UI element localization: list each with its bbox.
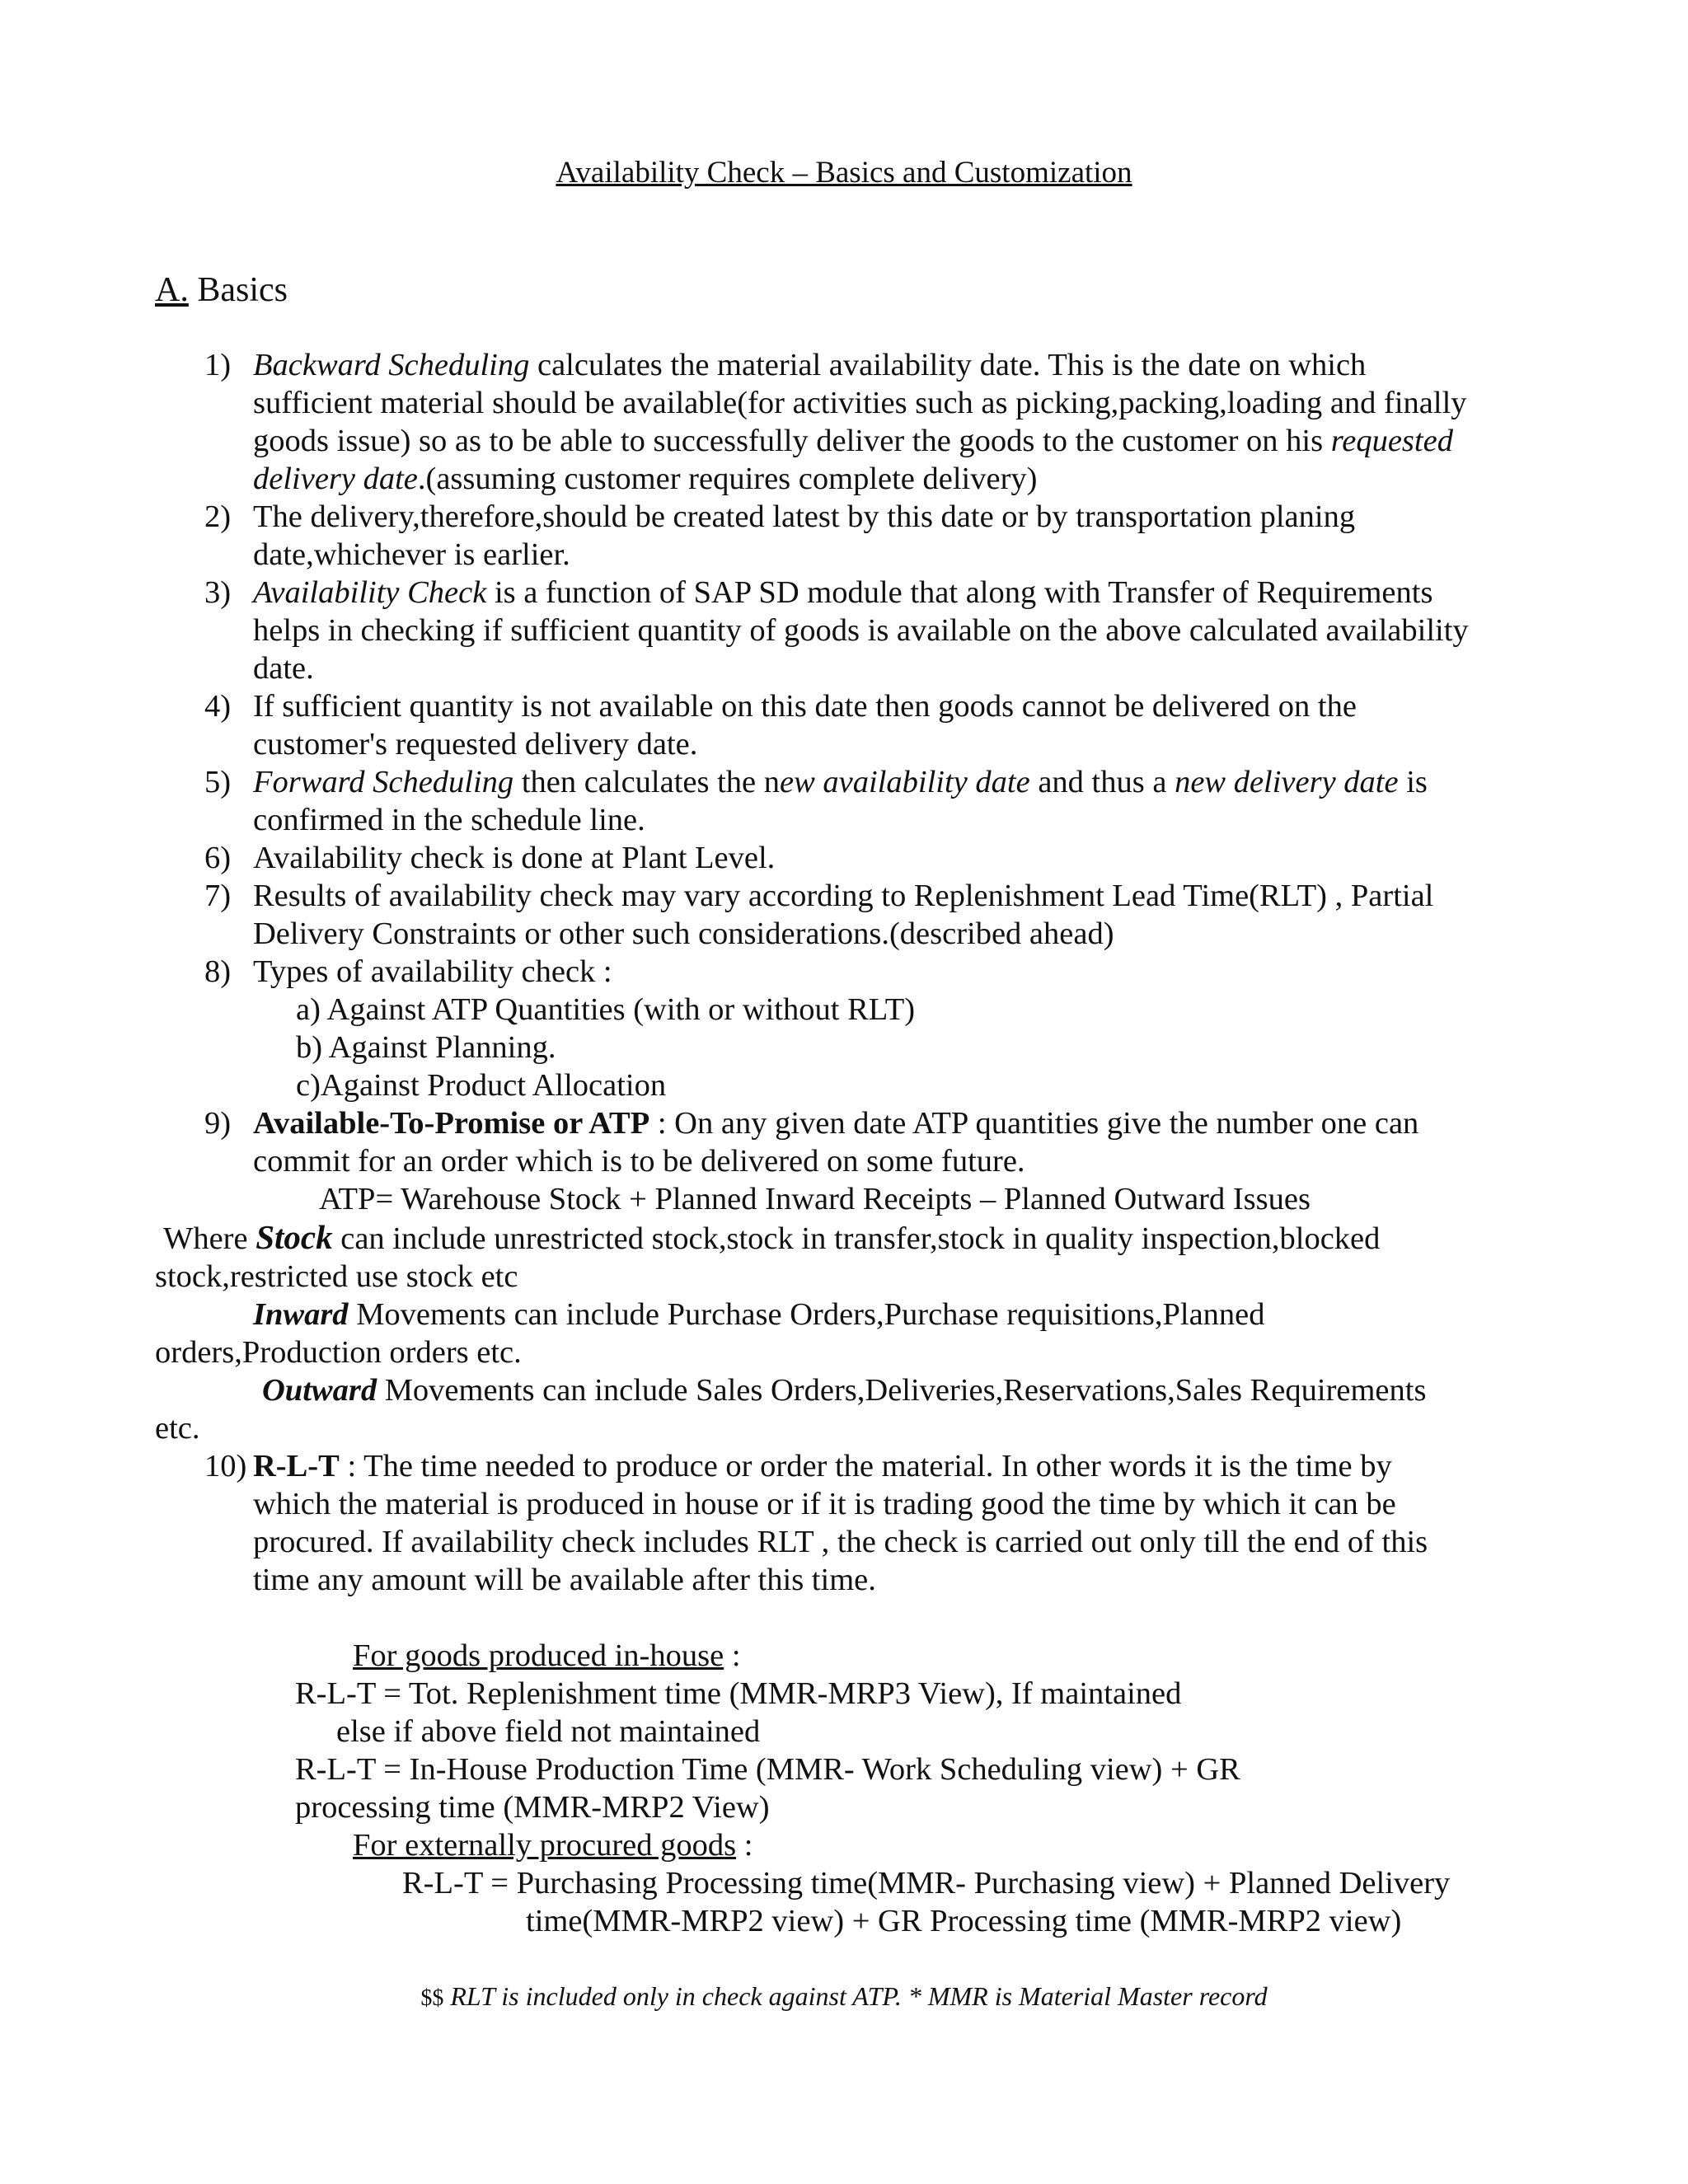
text: is a function of SAP SD module that along with Transfer of Requirements (486, 575, 1433, 610)
text-line: etc. (155, 1411, 200, 1446)
item-number: 2) (204, 499, 232, 534)
text-line: Types of availability check : (253, 954, 612, 989)
item-number: 7) (204, 879, 232, 913)
text: Movements can include Purchase Orders,Purchase requisitions,Planned (348, 1297, 1265, 1332)
atp-formula: ATP= Warehouse Stock + Planned Inward Receipts – Planned Outward Issues (319, 1182, 1311, 1216)
formula-line: R-L-T = Purchasing Processing time(MMR- Purchasing view) + Planned Delivery (402, 1866, 1451, 1900)
emphasis: ew availability date (780, 765, 1030, 799)
section-label: Basics (197, 271, 288, 309)
term-rlt: R-L-T (253, 1449, 340, 1483)
sub-item-c: c)Against Product Allocation (296, 1068, 667, 1103)
sub-item-b: b) Against Planning. (296, 1030, 556, 1065)
footer-text: RLT is included only in check against ATP. * MMR is Material Master record (443, 1981, 1268, 2011)
external-block (0, 1826, 1688, 1940)
list-item-4 (0, 687, 1688, 763)
inhouse-block (0, 1637, 1688, 1826)
text: is (1398, 765, 1428, 799)
text-line: which the material is produced in house or if it is trading good the time by which it can be (253, 1487, 1396, 1521)
item-number: 3) (204, 575, 232, 610)
text-line: If sufficient quantity is not available on this date then goods cannot be delivered on the (253, 689, 1357, 724)
document-title: Availability Check – Basics and Customization (556, 156, 1132, 190)
list-item-8 (0, 953, 1688, 1104)
text: : On any given date ATP quantities give the number one can (649, 1106, 1419, 1141)
text-line: date. (253, 651, 314, 686)
list-item-1 (0, 346, 1688, 498)
text: Where (163, 1221, 256, 1256)
section-heading (155, 270, 288, 310)
list-item-2 (0, 498, 1688, 574)
emphasis: requested (1330, 424, 1453, 458)
text: calculates the material availability date. This is the date on which (529, 348, 1367, 382)
term-forward-scheduling: Forward Scheduling (253, 765, 514, 799)
item-number: 10) (204, 1449, 247, 1483)
text: goods issue) so as to be able to successfully deliver the goods to the customer on his (253, 424, 1331, 458)
text-line: date,whichever is earlier. (253, 537, 570, 572)
formula-line: R-L-T = In-House Production Time (MMR- Work Scheduling view) + GR (295, 1752, 1240, 1787)
text: .(assuming customer requires complete delivery) (417, 462, 1038, 496)
text-line: The delivery,therefore,should be created latest by this date or by transportation planing (253, 499, 1356, 534)
text-line: Availability check is done at Plant Level. (253, 841, 776, 875)
formula-line: processing time (MMR-MRP2 View) (295, 1790, 770, 1825)
text-line: Results of availability check may vary according to Replenishment Lead Time(RLT) , Partial (253, 879, 1434, 913)
text-line: sufficient material should be available(for activities such as picking,packing,loading and finally (253, 386, 1467, 420)
list-item-3 (0, 574, 1688, 687)
text: : (736, 1828, 753, 1863)
term-availability-check: Availability Check (253, 575, 487, 610)
footer-note (0, 1981, 1688, 2012)
text: and thus a (1029, 765, 1175, 799)
term-stock: Stock (256, 1218, 333, 1256)
formula-line: time(MMR-MRP2 view) + GR Processing time (MMR-MRP2 view) (526, 1904, 1402, 1938)
text: : (724, 1638, 741, 1673)
text-line: time any amount will be available after this time. (253, 1563, 876, 1597)
list-item-7 (0, 877, 1688, 953)
text-line: orders,Production orders etc. (155, 1335, 522, 1370)
text-line: customer's requested delivery date. (253, 727, 698, 762)
text: can include unrestricted stock,stock in transfer,stock in quality inspection,blocked (332, 1221, 1381, 1256)
item-number: 6) (204, 841, 232, 875)
text-line: procured. If availability check includes RLT , the check is carried out only till the end of this (253, 1525, 1428, 1559)
external-heading: For externally procured goods (353, 1828, 737, 1863)
text-line: commit for an order which is to be delivered on some future. (253, 1144, 1025, 1179)
formula-line: else if above field not maintained (336, 1714, 761, 1749)
term-inward: Inward (253, 1297, 349, 1332)
text-line: Delivery Constraints or other such considerations.(described ahead) (253, 916, 1114, 951)
footer-prefix: $$ (420, 1985, 444, 2011)
emphasis: delivery date (253, 462, 418, 496)
text: Movements can include Sales Orders,Deliveries,Reservations,Sales Requirements (377, 1373, 1427, 1408)
sub-item-a: a) Against ATP Quantities (with or without RLT) (296, 992, 916, 1027)
item-number: 4) (204, 689, 232, 724)
emphasis: new delivery date (1175, 765, 1399, 799)
text-line: stock,restricted use stock etc (155, 1259, 518, 1294)
item-number: 5) (204, 765, 232, 799)
text: : The time needed to produce or order the material. In other words it is the time by (339, 1449, 1392, 1483)
document-body (0, 346, 1688, 1940)
text-line: helps in checking if sufficient quantity of goods is available on the above calculated availability (253, 613, 1469, 648)
item-number: 1) (204, 348, 232, 382)
list-item-10 (0, 1447, 1688, 1599)
list-item-9 (0, 1104, 1688, 1218)
text-line: confirmed in the schedule line. (253, 803, 645, 837)
list-item-5 (0, 763, 1688, 839)
term-backward-scheduling: Backward Scheduling (253, 348, 530, 382)
list-item-6 (0, 839, 1688, 877)
term-atp: Available-To-Promise or ATP (253, 1106, 650, 1141)
text: then calculates the n (513, 765, 781, 799)
formula-line: R-L-T = Tot. Replenishment time (MMR-MRP3 View), If maintained (295, 1676, 1182, 1711)
section-letter: A. (155, 271, 189, 309)
inhouse-heading: For goods produced in-house (353, 1638, 724, 1673)
term-outward: Outward (262, 1373, 377, 1408)
stock-paragraph (0, 1218, 1688, 1258)
item-number: 8) (204, 954, 232, 989)
item-number: 9) (204, 1106, 232, 1141)
